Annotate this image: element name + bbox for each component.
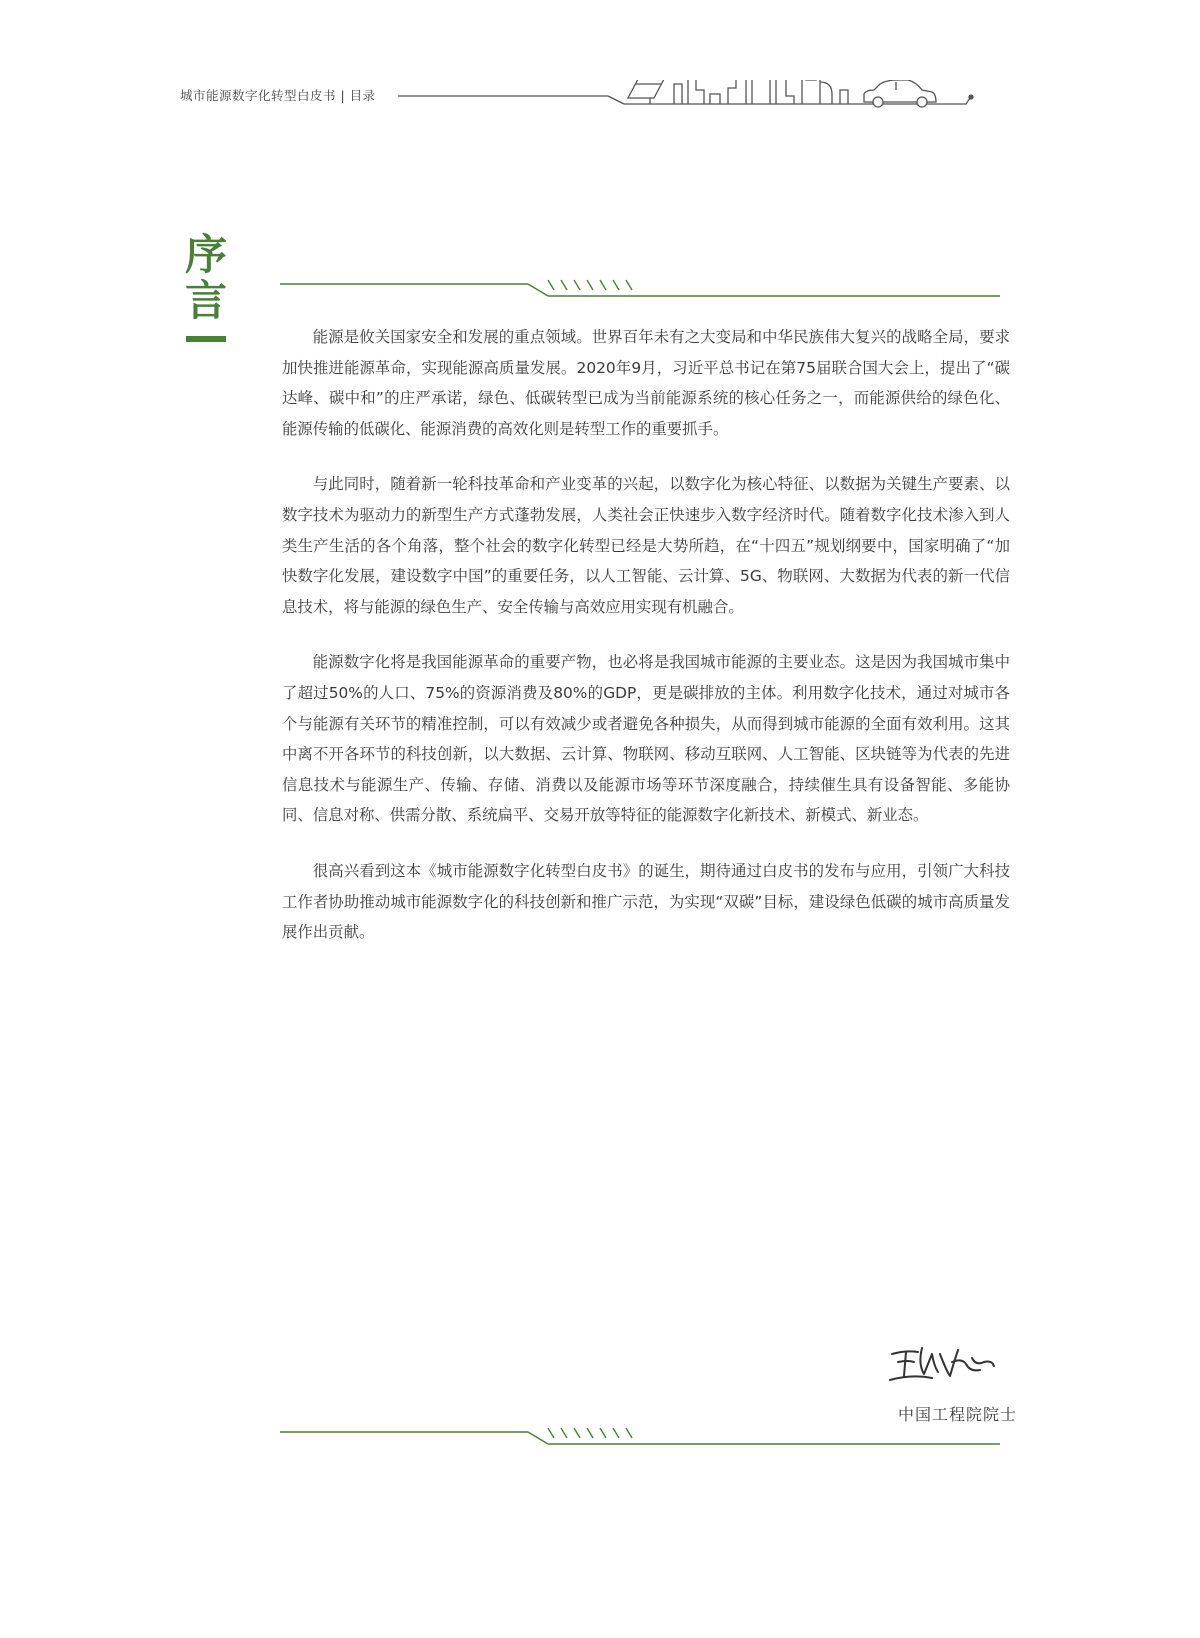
paragraph: 能源是攸关国家安全和发展的重点领域。世界百年未有之大变局和中华民族伟大复兴的战略全局，要求加快推进能源革命，实现能源高质量发展。2020年9月，习近平总书记在第75届联合国大会上，提出了“碳达峰、碳中和”的庄严承诺，绿色、低碳转型已成为当前能源系统的核心任务之一，而能源供给的绿色化、能源传输的低碳化、能源消费的高效化则是转型工作的重要抓手。 xyxy=(282,328,1010,438)
preface-body xyxy=(282,322,1010,973)
page-header xyxy=(180,80,1010,120)
paragraph: 与此同时，随着新一轮科技革命和产业变革的兴起，以数字化为核心特征、以数据为关键生产要素、以数字技术为驱动力的新型生产方式蓬勃发展，人类社会正快速步入数字经济时代。随着数字化技术渗入到人类生产生活的各个角落，整个社会的数字化转型已经是大势所趋，在“十四五”规划纲要中，国家明确了“加快数字化发展，建设数字中国”的重要任务，以人工智能、云计算、5G、物联网、大数据为代表的新一代信息技术，将与能源的绿色生产、安全传输与高效应用实现有机融合。 xyxy=(282,475,1010,616)
decorative-rule-top xyxy=(280,276,1020,306)
title-char: 序 xyxy=(184,230,227,279)
header-title: 城市能源数字化转型白皮书 | 目录 xyxy=(180,88,376,103)
city-energy-skyline-icon xyxy=(180,80,1010,120)
title-char: 言 xyxy=(184,276,227,325)
decorative-rule-bottom xyxy=(280,1424,1020,1454)
title-char-yi-bar xyxy=(186,336,226,342)
paragraph: 很高兴看到这本《城市能源数字化转型白皮书》的诞生，期待通过白皮书的发布与应用，引领广大科技工作者协助推动城市能源数字化的科技创新和推广示范，为实现“双碳”目标，建设绿色低碳的城市高质量发展作出贡献。 xyxy=(282,861,1010,942)
paragraph: 能源数字化将是我国能源革命的重要产物，也必将是我国城市能源的主要业态。这是因为我国城市集中了超过50%的人口、75%的资源消费及80%的GDP，更是碳排放的主体。利用数字化技术，通过对城市各个与能源有关环节的精准控制，可以有效减少或者避免各种损失，从而得到城市能源的全面有效利用。这其中离不开各环节的科技创新，以大数据、云计算、物联网、移动互联网、人工智能、区块链等为代表的先进信息技术与能源生产、传输、存储、消费以及能源市场等环节深度融合，持续催生具有设备智能、多能协同、信息对称、供需分散、系统扁平、交易开放等特征的能源数字化新技术、新模式、新业态。 xyxy=(282,653,1010,825)
section-title xyxy=(184,232,234,342)
signer-title: 中国工程院院士 xyxy=(897,1405,1017,1424)
handwritten-signature xyxy=(888,1340,998,1390)
